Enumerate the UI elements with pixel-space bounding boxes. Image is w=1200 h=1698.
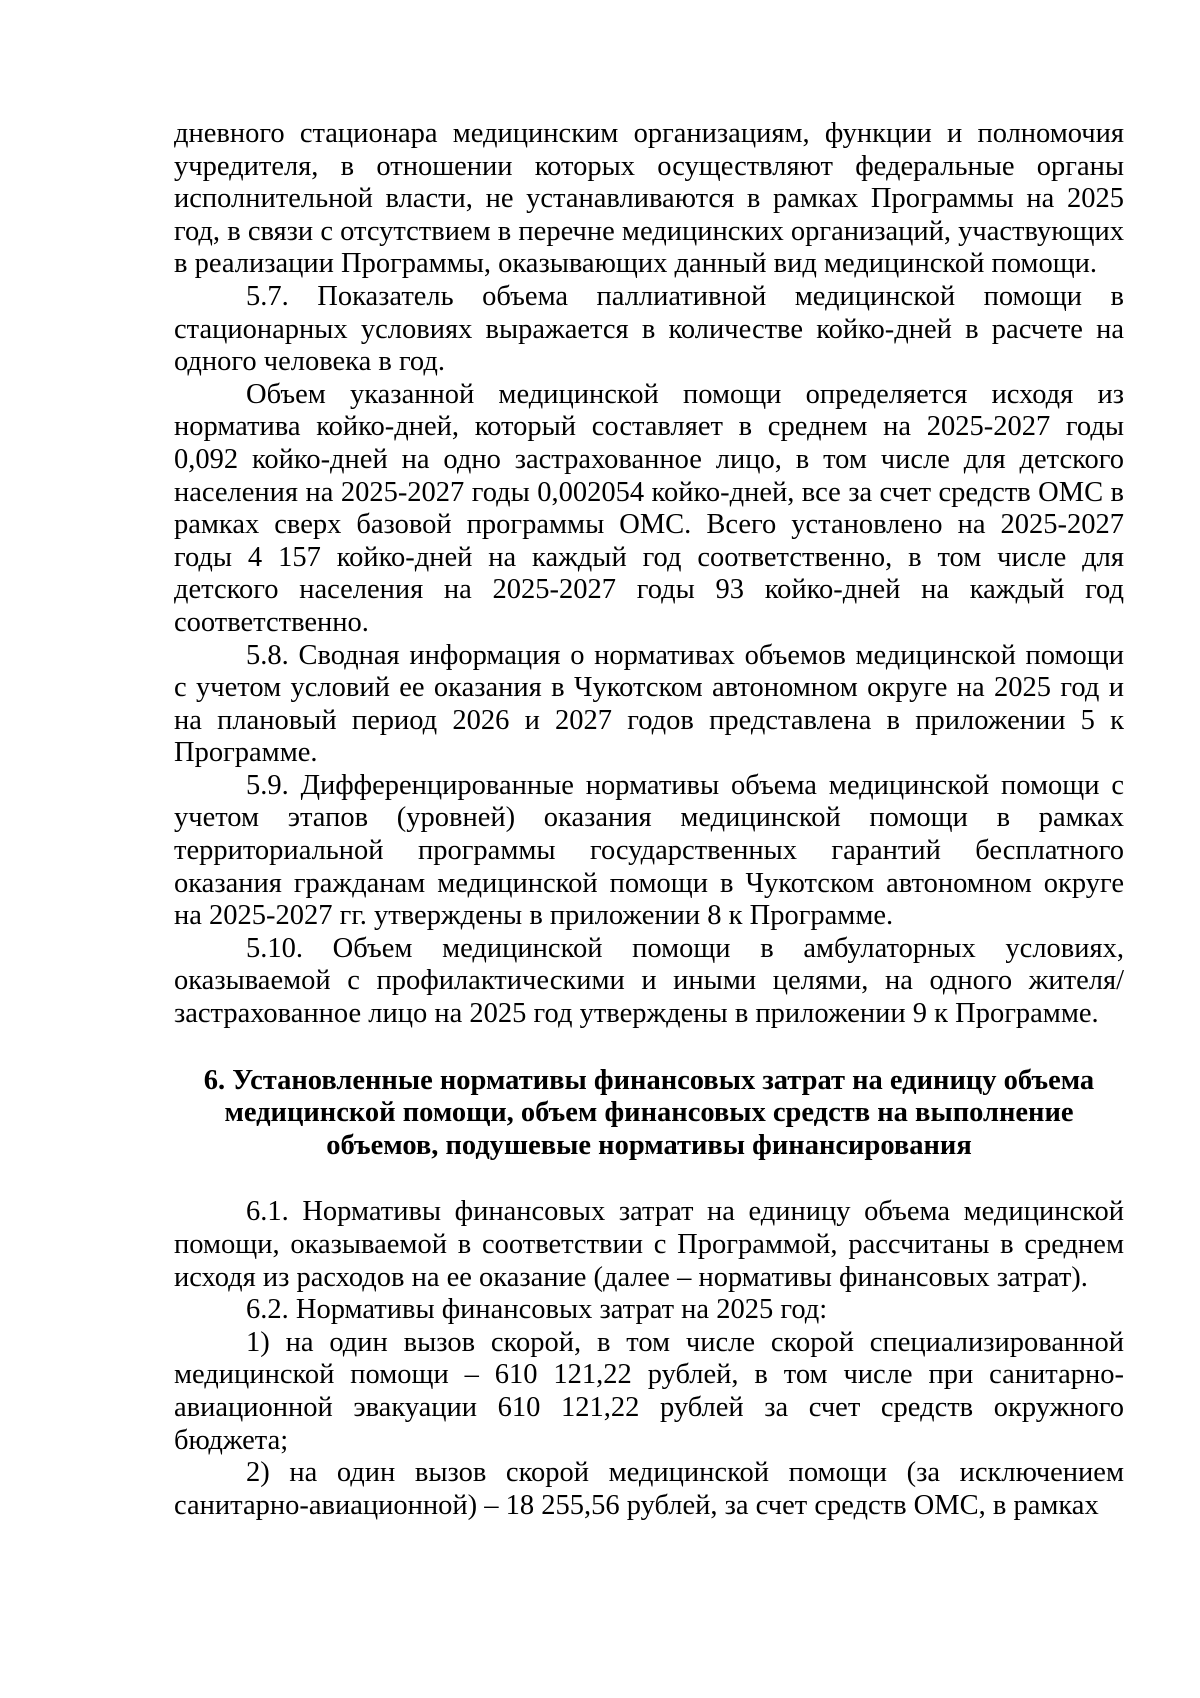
paragraph-6-2: 6.2. Нормативы финансовых затрат на 2025 год: [246,1294,828,1326]
paragraph-5-7-volume: Объем указанной медицинской помощи определяется исходя из норматива койко-дней, который составляет в среднем на 2025-2027 годы 0,092 койко-дней на одно застрахованное лицо, в том числе для детского населения на 2025-2027 годы 0,002054 койко-дней, все за счет средств ОМС в рамках сверх базовой программы ОМС. Всего установлено на 2025-2027 годы 4 157 койко-дней на каждый год соответственно, в том числе для детского населения на 2025-2027 годы 93 койко-дней на каждый год соответственно. [174,378,1124,638]
paragraph-6-2-item-2: 2) на один вызов скорой медицинской помощи (за исключением санитарно-авиационной) – 18 255,56 рублей, за счет средств ОМС, в рамках [174,1457,1124,1521]
paragraph-5-8: 5.8. Сводная информация о нормативах объемов медицинской помощи с учетом условий ее оказания в Чукотском автономном округе на 2025 год и на плановый период 2026 и 2027 годов представлена в приложении 5 к Программе. [174,639,1124,769]
paragraph-5-9: 5.9. Дифференцированные нормативы объема медицинской помощи с учетом этапов (уровней) оказания медицинской помощи в рамках территориальной программы государственных гарантий бесплатного оказания гражданам медицинской помощи в Чукотском автономном округе на 2025-2027 гг. утверждены в приложении 8 к Программе. [174,769,1124,932]
paragraph-day-hospital-continuation: дневного стационара медицинским организациям, функции и полномочия учредителя, в отношении которых осуществляют федеральные органы исполнительной власти, не устанавливаются в рамках Программы на 2025 год, в связи с отсутствием в перечне медицинских организаций, участвующих в реализации Программы, оказывающих данный вид медицинской помощи. [174,118,1124,280]
paragraph-6-1: 6.1. Нормативы финансовых затрат на единицу объема медицинской помощи, оказываемой в соответствии с Программой, рассчитаны в среднем исходя из расходов на ее оказание (далее – нормативы финансовых затрат). [174,1196,1124,1293]
section-heading-6: 6. Установленные нормативы финансовых затрат на единицу объема медицинской помощи, объем финансовых средств на выполнение объемов, подушевые нормативы финансирования [203,1064,1095,1161]
paragraph-5-10: 5.10. Объем медицинской помощи в амбулаторных условиях, оказываемой с профилактическими и иными целями, на одного жителя/застрахованное лицо на 2025 год утверждены в приложении 9 к Программе. [174,932,1124,1030]
paragraph-5-7: 5.7. Показатель объема паллиативной медицинской помощи в стационарных условиях выражается в количестве койко-дней в расчете на одного человека в год. [174,280,1124,378]
document-body [174,118,1124,1522]
paragraph-6-2-item-1: 1) на один вызов скорой, в том числе скорой специализированной медицинской помощи – 610 121,22 рублей, в том числе при санитарно-авиационной эвакуации 610 121,22 рублей за счет средств окружного бюджета; [174,1326,1124,1456]
